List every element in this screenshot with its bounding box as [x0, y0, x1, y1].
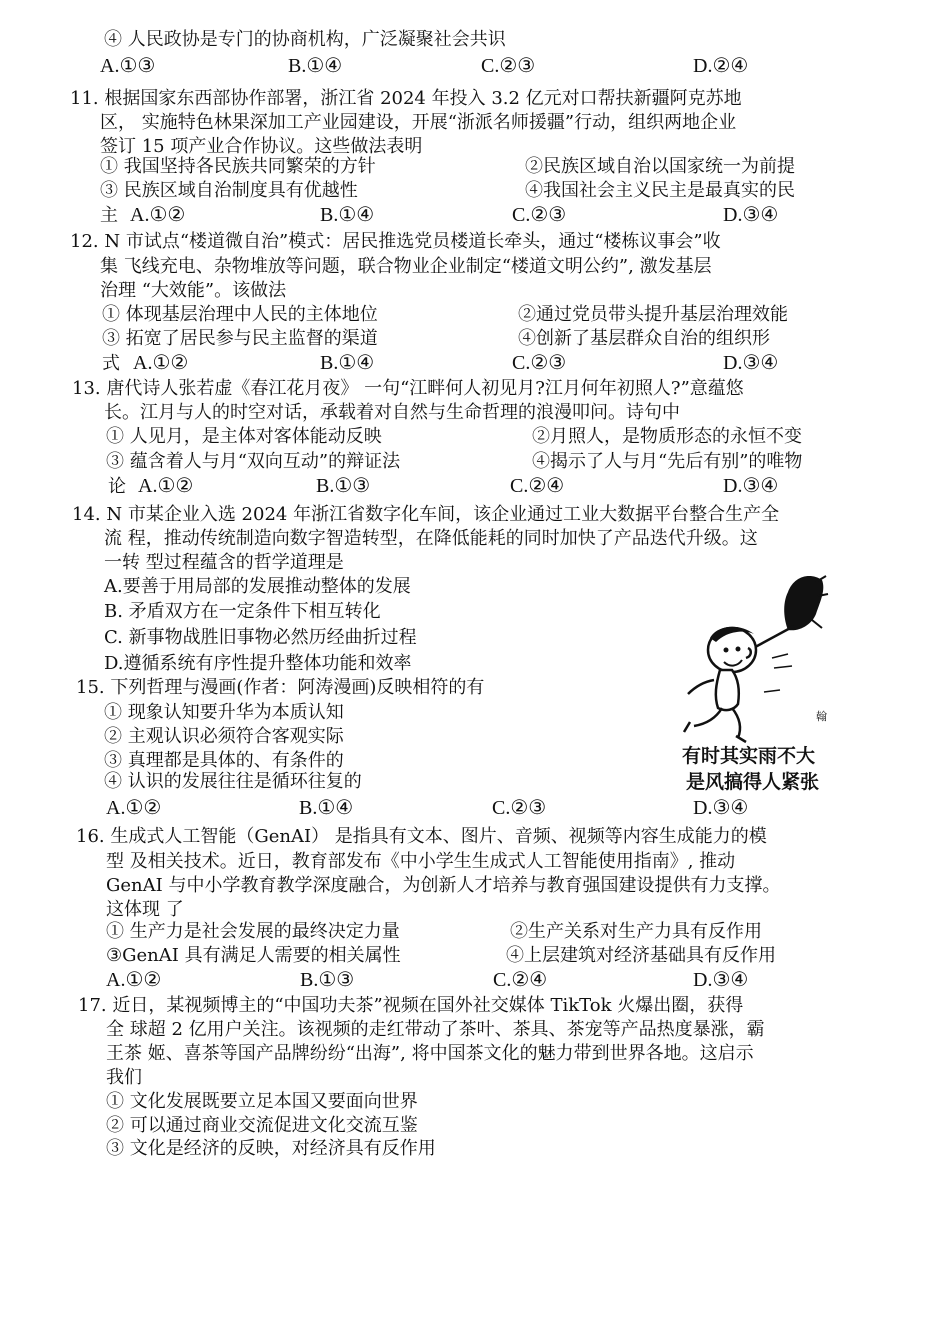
q13-option-c: C.②④ — [510, 475, 565, 497]
q12-item-1: ① 体现基层治理中人民的主体地位 — [102, 304, 378, 325]
cartoon-caption-line-2: 是风搞得人紧张 — [686, 771, 820, 793]
q14-stem-line-1: 14. N 市某企业入选 2024 年浙江省数字化车间，该企业通过工业大数据平台整合生产全 — [72, 504, 780, 525]
q17-stem-line-1: 17. 近日，某视频博主的“中国功夫茶”视频在国外社交媒体 TikTok 火爆出圈，获得 — [78, 995, 744, 1016]
q17-stem-line-4: 我们 — [106, 1067, 142, 1088]
q16-stem-line-2: 型 及相关技术。近日，教育部发布《中小学生生成式人工智能使用指南》, 推动 — [106, 851, 736, 872]
q12-item-2: ②通过党员带头提升基层治理效能 — [518, 304, 788, 325]
q15-option-c: C.②③ — [492, 797, 547, 819]
q11-item-1: ① 我国坚持各民族共同繁荣的方针 — [100, 156, 376, 177]
q11-item-2: ②民族区域自治以国家统一为前提 — [525, 156, 795, 177]
q10-item-4: ④ 人民政协是专门的协商机构，广泛凝聚社会共识 — [104, 29, 506, 50]
q16-option-b: B.①③ — [300, 969, 355, 991]
q14-stem-line-3: 一转 型过程蕴含的哲学道理是 — [104, 552, 344, 573]
q13-option-b: B.①③ — [316, 475, 371, 497]
q14-stem-line-2: 流 程，推动传统制造向数字智造转型，在降低能耗的同时加快了产品迭代升级。这 — [104, 528, 758, 549]
q17-item-3: ③ 文化是经济的反映，对经济具有反作用 — [106, 1138, 436, 1159]
q16-stem-line-3: GenAI 与中小学教育教学深度融合，为创新人才培养与教育强国建设提供有力支撑。 — [106, 875, 781, 896]
q14-choice-b: B. 矛盾双方在一定条件下相互转化 — [104, 601, 381, 622]
q11-stem-line-2: 区， 实施特色林果深加工产业园建设，开展“浙派名师援疆”行动，组织两地企业 — [100, 112, 737, 133]
q12-item-3: ③ 拓宽了居民参与民主监督的渠道 — [102, 328, 378, 349]
cartoon-caption-line-1: 有时其实雨不大 — [682, 745, 816, 767]
umbrella-canopy-icon — [784, 576, 823, 630]
q12-option-c: C.②③ — [512, 352, 567, 374]
q16-option-a: A.①② — [106, 969, 162, 991]
q13-item-3: ③ 蕴含着人与月“双向互动”的辩证法 — [106, 451, 401, 472]
q11-option-a: A.①② — [130, 204, 186, 226]
q11-option-c: C.②③ — [512, 204, 567, 226]
q15-option-b: B.①④ — [299, 797, 354, 819]
q16-option-d: D.③④ — [693, 969, 749, 991]
cartoon-illustration — [676, 572, 846, 804]
cartoon-drawing — [676, 572, 846, 804]
q12-item-4-tail: 式 — [102, 353, 120, 374]
q13-item-4-tail: 论 — [108, 476, 126, 497]
q17-stem-line-3: 王茶 姬、喜茶等国产品牌纷纷“出海”, 将中国茶文化的魅力带到世界各地。这启示 — [106, 1043, 754, 1064]
q16-item-4: ④上层建筑对经济基础具有反作用 — [506, 945, 776, 966]
q15-item-4: ④ 认识的发展往往是循环往复的 — [104, 771, 362, 792]
q13-item-1: ① 人见月，是主体对客体能动反映 — [106, 426, 382, 447]
q11-item-4: ④我国社会主义民主是最真实的民 — [525, 180, 795, 201]
cartoon-signature: 翰 — [816, 710, 827, 723]
q12-option-a: A.①② — [133, 352, 189, 374]
q15-stem: 15. 下列哲理与漫画(作者：阿涛漫画)反映相符的有 — [76, 677, 485, 698]
q13-item-4: ④揭示了人与月“先后有别”的唯物 — [532, 451, 803, 472]
q11-stem-line-1: 11. 根据国家东西部协作部署，浙江省 2024 年投入 3.2 亿元对口帮扶新疆阿克苏地 — [70, 88, 742, 109]
q13-stem-line-2: 长。江月与人的时空对话，承载着对自然与生命哲理的浪漫叩问。诗句中 — [104, 402, 680, 423]
q10-option-d: D.②④ — [693, 55, 749, 77]
q16-stem-line-1: 16. 生成式人工智能（GenAI） 是指具有文本、图片、音频、视频等内容生成能力的模 — [76, 826, 767, 847]
q17-item-2: ② 可以通过商业交流促进文化交流互鉴 — [106, 1115, 418, 1136]
q15-item-2: ② 主观认识必须符合客观实际 — [104, 726, 344, 747]
q16-option-c: C.②④ — [493, 969, 548, 991]
q12-stem-line-1: 12. N 市试点“楼道微自治”模式：居民推选党员楼道长牵头，通过“楼栋议事会”收 — [70, 231, 721, 252]
person-body — [716, 670, 739, 710]
q16-item-2: ②生产关系对生产力具有反作用 — [510, 921, 762, 942]
q14-choice-a: A.要善于用局部的发展推动整体的发展 — [104, 576, 411, 597]
q16-stem-line-4: 这体现 了 — [106, 899, 184, 920]
q15-option-a: A.①② — [106, 797, 162, 819]
q11-item-4-tail: 主 — [100, 205, 118, 226]
q15-item-3: ③ 真理都是具体的、有条件的 — [104, 750, 344, 771]
q15-item-1: ① 现象认知要升华为本质认知 — [104, 702, 344, 723]
q17-item-1: ① 文化发展既要立足本国又要面向世界 — [106, 1091, 418, 1112]
q13-option-a: A.①② — [138, 475, 194, 497]
q11-stem-line-3: 签订 15 项产业合作协议。这些做法表明 — [100, 136, 423, 157]
q13-stem-line-1: 13. 唐代诗人张若虚《春江花月夜》 一句“江畔何人初见月?江月何年初照人?”意蕴悠 — [72, 378, 744, 399]
q10-option-b: B.①④ — [288, 55, 343, 77]
q12-stem-line-3: 治理 “大效能”。该做法 — [100, 280, 287, 301]
q14-choice-d: D.遵循系统有序性提升整体功能和效率 — [104, 653, 412, 674]
q11-option-d: D.③④ — [723, 204, 779, 226]
q10-option-a: A.①③ — [100, 55, 156, 77]
q15-option-d: D.③④ — [693, 797, 749, 819]
q11-option-b: B.①④ — [320, 204, 375, 226]
q13-item-2: ②月照人，是物质形态的永恒不变 — [532, 426, 802, 447]
q11-item-3: ③ 民族区域自治制度具有优越性 — [100, 180, 358, 201]
q10-option-c: C.②③ — [481, 55, 536, 77]
q13-option-d: D.③④ — [723, 475, 779, 497]
q16-item-3: ③GenAI 具有满足人需要的相关属性 — [106, 945, 401, 966]
q12-option-b: B.①④ — [320, 352, 375, 374]
q12-stem-line-2: 集 飞线充电、杂物堆放等问题，联合物业企业制定“楼道文明公约”, 激发基层 — [100, 256, 712, 277]
q12-option-d: D.③④ — [723, 352, 779, 374]
q17-stem-line-2: 全 球超 2 亿用户关注。该视频的走红带动了茶叶、茶具、茶宠等产品热度暴涨，霸 — [106, 1019, 765, 1040]
q16-item-1: ① 生产力是社会发展的最终决定力量 — [106, 921, 400, 942]
q12-item-4: ④创新了基层群众自治的组织形 — [518, 328, 770, 349]
q14-choice-c: C. 新事物战胜旧事物必然历经曲折过程 — [104, 627, 417, 648]
